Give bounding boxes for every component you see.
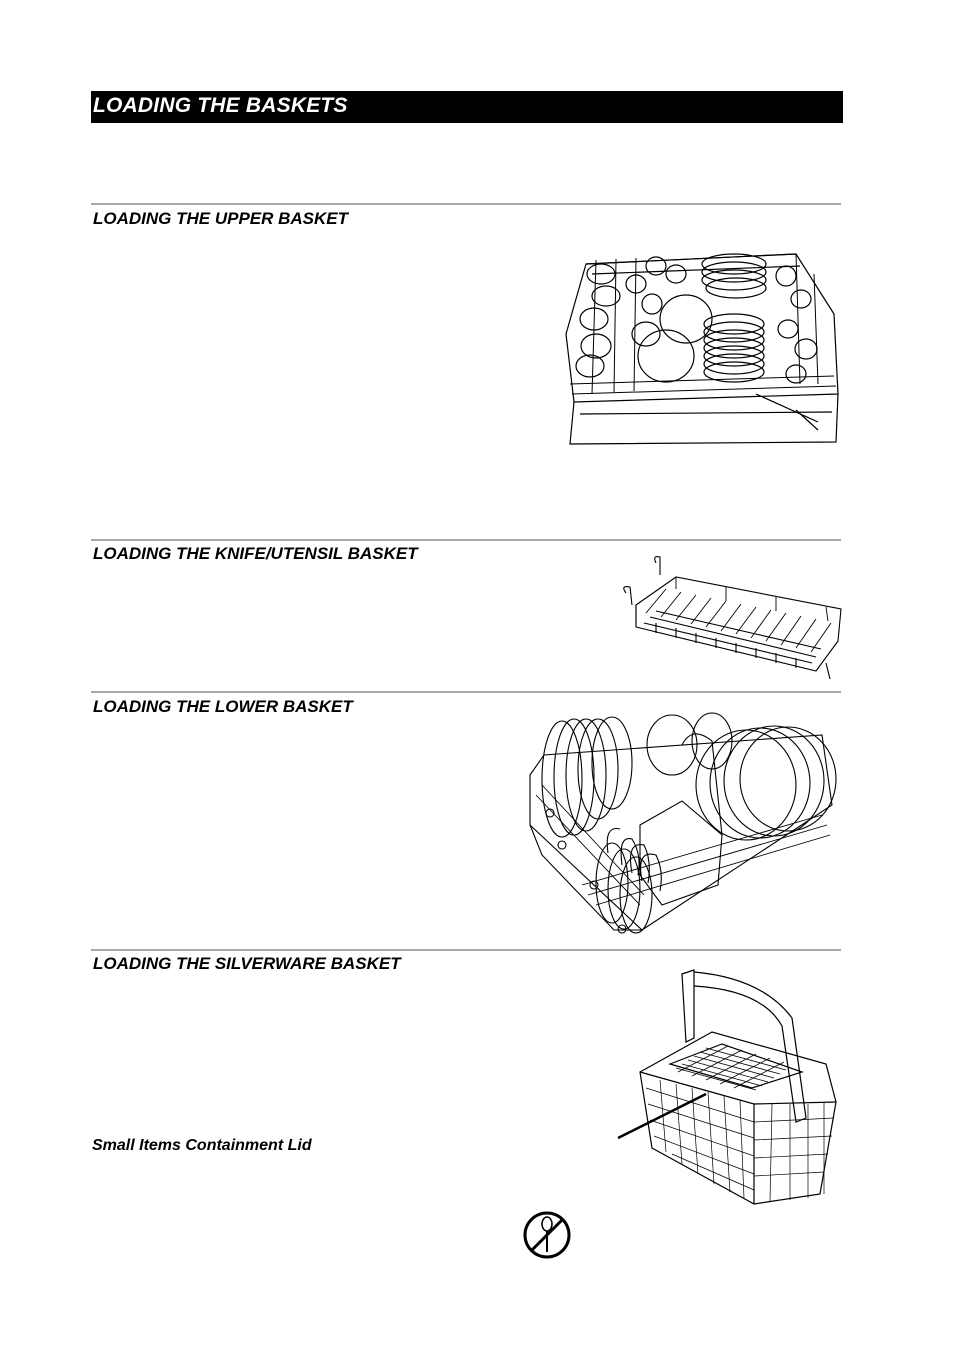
section-divider (91, 539, 841, 541)
knife-basket-heading: LOADING THE KNIFE/UTENSIL BASKET (93, 544, 418, 563)
containment-lid-label: Small Items Containment Lid (92, 1137, 312, 1154)
lower-basket-heading: LOADING THE LOWER BASKET (93, 697, 353, 716)
no-utensil-icon (522, 1210, 572, 1260)
upper-basket-heading: LOADING THE UPPER BASKET (93, 209, 349, 228)
knife-basket-illustration (616, 553, 846, 683)
section-divider (91, 691, 841, 693)
page-title: LOADING THE BASKETS (93, 94, 348, 117)
silverware-basket-illustration (612, 968, 842, 1206)
lower-basket-illustration (522, 705, 840, 938)
section-divider (91, 203, 841, 205)
section-divider (91, 949, 841, 951)
upper-basket-illustration (556, 234, 846, 454)
silverware-basket-heading: LOADING THE SILVERWARE BASKET (93, 954, 401, 973)
